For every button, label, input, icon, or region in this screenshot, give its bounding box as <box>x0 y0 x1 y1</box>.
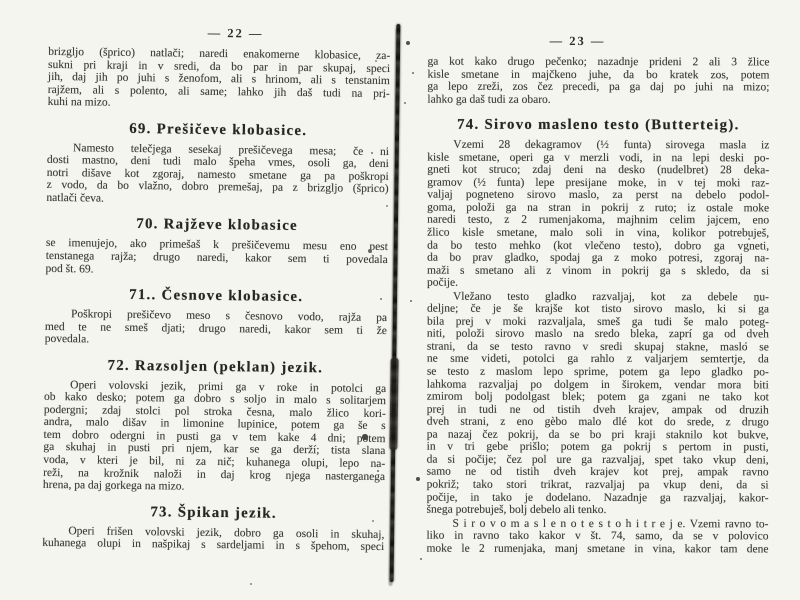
recipe-heading: 74. Sirovo masleno testo (Butterteig). <box>457 116 740 134</box>
paragraph <box>427 56 769 107</box>
text-line: Poškropi prešičevo meso s česnovo vodo, rajža pa <box>70 308 388 325</box>
text-line: sukni pri kraji in v sredi, da bo par in par skupaj, speci <box>48 58 391 75</box>
text-line: reži, na krožnik naloži in daj krog njega nasterganega <box>43 466 386 483</box>
text-line: da si počije; čez pol ure ga razvaljaj, spet tako vkup deni, <box>426 453 769 467</box>
text-line: hrena, pa daj gorkega na mizo. <box>42 479 185 493</box>
recipe-heading: 72. Razsoljen (peklan) jezik. <box>107 357 324 377</box>
text-line: se imenujejo, ako primešaš k prešičevemu mesu eno pest <box>45 237 388 254</box>
text-line: kuhi na mizo. <box>47 96 111 109</box>
text-line: valjaj pogneteno sirovo maslo, za perst na debelo podol- <box>427 189 770 202</box>
text-line: z vodo, da bo vlažno, dobro premešaj, pa z brizgljo (šprico) <box>46 179 389 196</box>
text-line: rajžem, ali s polento, ali same; lahko jih daš tudi na pri- <box>47 83 390 100</box>
text-line: Vležano testo gladko razvaljaj, kot za debele nu- <box>452 290 770 304</box>
text-line: podergni; zdaj stolci pol stroka česna, malo žlico kori- <box>43 403 386 420</box>
text-line: pod št. 69. <box>45 262 94 276</box>
page-right-content <box>426 56 769 556</box>
text-line: naredi testo, z 2 rumenjakoma, majhnim celim jajcem, eno <box>427 214 770 227</box>
scan-noise <box>0 0 2 2</box>
book-page-left <box>42 24 390 555</box>
text-line: maži s smetano ali z vinom in pokrij ga s skledo, da si <box>427 264 770 278</box>
text-line: tenstanega rajža; drugo naredi, kakor sem ti povedala <box>45 249 388 267</box>
paragraph <box>427 139 769 290</box>
text-line: gneti kot struco; zdaj deni na desko (nudelbret) 28 deka- <box>427 163 770 177</box>
text-line: strani, da se testo ravno v sredi skupaj stakne, maslo se <box>426 340 769 354</box>
text-line: pokriž; tako stori trikrat, razvaljaj pa vkup deni, da si <box>426 478 769 492</box>
paragraph <box>48 46 391 113</box>
text-line: Operi frišen volovski jezik, dobro ga osoli in skuhaj, <box>68 524 385 541</box>
text-line: samo ne od tistih dveh krajev kot prej, ampak ravno <box>426 466 769 479</box>
paragraph <box>43 379 386 496</box>
text-line: da bo testo mehko (kot vlečeno testo), dobro ga vgneti, <box>427 239 770 252</box>
text-line: notri dišave kot zgoraj, namesto smetane ga pa poškropi <box>46 166 389 183</box>
text-line: dosti mastno, deni tudi malo špeha vmes, osoli ga, deni <box>46 154 389 171</box>
recipe-heading: 71.. Česnove klobasice. <box>129 287 304 306</box>
text-line: kisle smetane in majčkeno juhe, da bo kratek zos, potem <box>427 68 770 81</box>
text-line: zmirom bolj podolgast blek; potem ga zgani ne tako kot <box>426 390 769 404</box>
text-line: Operi volovski jezik, primi ga v roke in potolci ga <box>70 378 387 395</box>
text-line: počije. <box>427 276 459 289</box>
text-line: ob kako desko; potem ga dobro s soljo in malo s solitarjem <box>43 391 387 408</box>
text-line: goma, položi ga na stran in pokrij z ruto; iz ostale moke <box>427 201 770 215</box>
text-line: dveh strani, z eno gèbo malo dlé kot do srede, z drugo <box>426 415 769 429</box>
text-line: brizgljo (šprico) natlači; naredi enakomerne klobasice, za- <box>48 45 391 63</box>
text-line: kuhanega olupi in našpikaj s sardeljami in s špehom, speci <box>42 537 385 554</box>
text-line: lahkoma razvaljaj po dolgem in širokem, vendar mora biti <box>426 378 769 391</box>
paragraph <box>45 308 387 350</box>
text-line: deljne; če je še krajše kot tisto sirovo maslo, ki si ga <box>426 302 769 316</box>
text-line: voda, v kteri je bil, ni za nič; kuhanega olupi, lepo na- <box>43 453 386 471</box>
book-page-right <box>426 34 769 557</box>
page-number-right: — 23 — <box>549 33 606 49</box>
paragraph <box>42 525 384 554</box>
recipe-heading: 70. Rajževe klobasice <box>136 216 299 235</box>
book-binding-gutter <box>390 24 401 582</box>
recipe-heading: 73. Špikan jezik. <box>150 503 277 522</box>
text-line: počije, in tako je dodelano. Nazadnje ga razvaljaj, kakor- <box>426 491 769 504</box>
text-line: liko in ravno tako kakor v št. 74, samo, da se v polovico <box>426 529 769 543</box>
text-line: povedala. <box>44 333 90 346</box>
text-line: kisle smetane, operi ga v merzli vodi, in na lepi deski po- <box>427 151 770 165</box>
page-number-left: — 22 — <box>207 25 264 41</box>
book-binding-blotch <box>389 358 398 450</box>
text-line: pa nazaj čez pokrij, da se bo pri kraji staknilo kot bukve, <box>426 428 769 442</box>
text-line: natlači čeva. <box>46 191 104 205</box>
text-line: se testo z maslom lepo sprime, potem ga lepo gladko po- <box>426 365 769 379</box>
text-line: Vzemi 28 dekagramov (½ funta) sirovega masla iz <box>453 138 770 152</box>
text-line: moke le 2 rumenjaka, manj smetane in vina, kakor tam dene <box>426 542 769 556</box>
text-line: ga lepo zreži, zos čez precedi, pa ga daj po juhi na mizo; <box>427 80 770 94</box>
text-line: gramov (½ funta) lepe presijane moke, in v tej moki raz- <box>427 176 770 190</box>
text-line: šnega potrebuješ, bolj debelo ali tenko. <box>426 503 607 517</box>
text-line: ga skuhaj in pusti pri njem, kar se ga derží; tista slana <box>43 441 386 458</box>
text-line: prej in tudi ne od tistih dveh krajev, ampak od druzih <box>426 403 769 417</box>
text-line: ne sme videti, potolci ga rahlo z valjarjem semtertje, da <box>426 353 769 366</box>
text-line: ga kot kako drugo pečenko; nazadnje prideni 2 ali 3 žlice <box>427 55 770 69</box>
recipe-heading: 69. Prešičeve klobasice. <box>129 120 308 139</box>
text-line: lahko ga daš tudi za obaro. <box>427 93 551 106</box>
text-line: bila prej v moki razvaljala, smeš ga tudi še malo poteg- <box>426 315 769 329</box>
text-line: niti, položi sirovo maslo na sredo bleka, zaprí ga od dveh <box>426 328 769 341</box>
page-left-content <box>42 46 390 554</box>
text-line: žlico kisle smetane, malo soli in vina, kolikor potrebuješ, <box>427 226 770 240</box>
text-line: med te ne smeš djati; drugo naredi, kakor sem ti že <box>44 320 387 337</box>
paragraph <box>427 290 769 517</box>
text-line: andra, malo dišav in limonine lupinice, potem ga še s <box>43 416 386 433</box>
paragraph <box>46 237 388 279</box>
text-line: da bo prav gladko, spodaj ga z moko potresi, zgoraj na- <box>427 251 770 265</box>
text-line: jih, daj jih po juhi s ženofom, ali s hrinom, ali s tenstanim <box>47 71 390 88</box>
text-line: S i r o v o m a s l e n o t e s t o h i t r e j e. Vzemi ravno to- <box>452 517 769 530</box>
text-line: Namesto telečjega sesekaj prešičevega mesa; če ni <box>73 141 390 158</box>
text-line: tem dobro odergni in pusti ga v tem kake 4 dni; potem <box>43 428 386 446</box>
paragraph <box>426 517 768 555</box>
text-line: in v tri gebe prišlo; potem ga pokrij s pertom in pusti, <box>426 440 769 454</box>
paragraph <box>46 142 389 209</box>
